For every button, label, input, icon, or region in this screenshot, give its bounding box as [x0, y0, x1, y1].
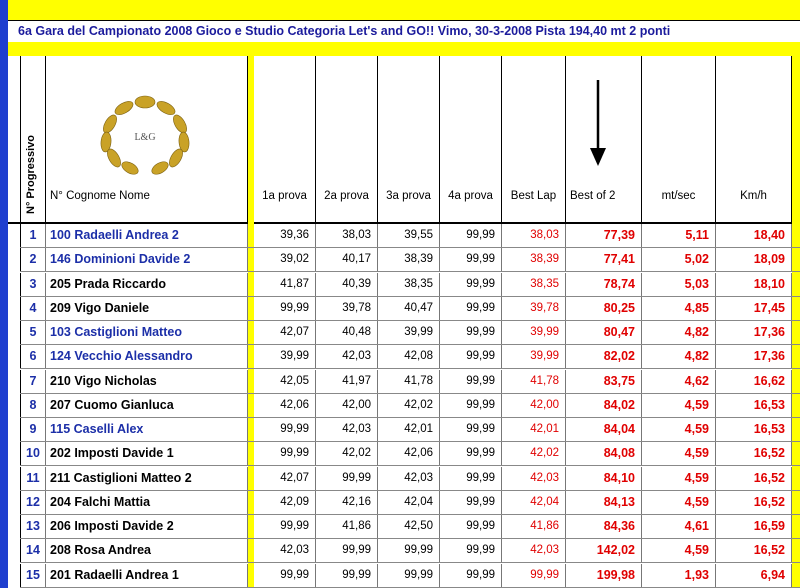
kmh-cell: 18,10: [716, 273, 792, 296]
best-of-2-cell: 84,04: [566, 418, 642, 441]
rank-cell: 12: [20, 491, 46, 514]
prova4-cell: 99,99: [440, 248, 502, 271]
prova1-cell: 39,99: [254, 345, 316, 368]
best-lap-cell: 39,78: [502, 297, 566, 320]
prova3-cell: 99,99: [378, 539, 440, 562]
prova4-label: 4a prova: [448, 190, 493, 202]
best-lap-cell: 42,00: [502, 394, 566, 417]
table-row: [20, 539, 800, 563]
prova1-label: 1a prova: [262, 190, 307, 202]
prova1-cell: 99,99: [254, 564, 316, 587]
prova4-cell: 99,99: [440, 442, 502, 465]
kmh-cell: 16,53: [716, 418, 792, 441]
best-of-2-cell: 84,10: [566, 467, 642, 490]
table-row: [20, 224, 800, 248]
table-row: [20, 370, 800, 394]
rank-cell: 14: [20, 539, 46, 562]
prova1-cell: 39,36: [254, 224, 316, 247]
rank-cell: 6: [20, 345, 46, 368]
prova4-cell: 99,99: [440, 491, 502, 514]
prova1-cell: 41,87: [254, 273, 316, 296]
header-best-lap: [502, 56, 566, 224]
prova2-cell: 99,99: [316, 564, 378, 587]
prova4-cell: 99,99: [440, 564, 502, 587]
prova4-cell: 99,99: [440, 224, 502, 247]
mt-sec-cell: 4,62: [642, 370, 716, 393]
prova1-cell: 42,07: [254, 467, 316, 490]
best-of-2-cell: 84,08: [566, 442, 642, 465]
best-of-2-cell: 84,02: [566, 394, 642, 417]
header-prova1: [254, 56, 316, 224]
best-of-2-label: Best of 2: [570, 190, 616, 202]
best-of-2-cell: 84,13: [566, 491, 642, 514]
kmh-cell: 16,52: [716, 491, 792, 514]
prova1-cell: 42,03: [254, 539, 316, 562]
prova4-cell: 99,99: [440, 515, 502, 538]
prova2-cell: 42,03: [316, 345, 378, 368]
title-yellow-strip: [8, 42, 800, 56]
table-row: [20, 491, 800, 515]
prova2-cell: 41,97: [316, 370, 378, 393]
header-mt-sec: [642, 56, 716, 224]
rank-cell: 5: [20, 321, 46, 344]
kmh-label: Km/h: [740, 190, 767, 202]
kmh-cell: 16,52: [716, 442, 792, 465]
header-progressivo: [20, 56, 46, 224]
kmh-cell: 18,40: [716, 224, 792, 247]
prova4-cell: 99,99: [440, 539, 502, 562]
prova3-cell: 99,99: [378, 564, 440, 587]
prova1-cell: 42,09: [254, 491, 316, 514]
prova3-cell: 42,06: [378, 442, 440, 465]
prova4-cell: 99,99: [440, 418, 502, 441]
prova4-cell: 99,99: [440, 467, 502, 490]
prova4-cell: 99,99: [440, 394, 502, 417]
table-row: [20, 297, 800, 321]
kmh-cell: 16,53: [716, 394, 792, 417]
mt-sec-cell: 1,93: [642, 564, 716, 587]
driver-name-cell: 210 Vigo Nicholas: [46, 370, 248, 393]
mt-sec-cell: 4,59: [642, 467, 716, 490]
prova4-cell: 99,99: [440, 321, 502, 344]
driver-name-cell: 100 Radaelli Andrea 2: [46, 224, 248, 247]
driver-name-cell: 201 Radaelli Andrea 1: [46, 564, 248, 587]
kmh-cell: 18,09: [716, 248, 792, 271]
best-lap-cell: 41,78: [502, 370, 566, 393]
best-lap-cell: 99,99: [502, 564, 566, 587]
driver-name-cell: 206 Imposti Davide 2: [46, 515, 248, 538]
best-lap-cell: 42,01: [502, 418, 566, 441]
best-of-2-cell: 78,74: [566, 273, 642, 296]
kmh-cell: 17,45: [716, 297, 792, 320]
mt-sec-cell: 4,85: [642, 297, 716, 320]
mt-sec-cell: 4,59: [642, 394, 716, 417]
kmh-cell: 17,36: [716, 321, 792, 344]
best-of-2-cell: 199,98: [566, 564, 642, 587]
sheet-title: 6a Gara del Campionato 2008 Gioco e Studio Categoria Let's and GO!! Vimo, 30-3-2008 Pista 194,40 mt 2 ponti: [18, 24, 671, 38]
best-lap-cell: 39,99: [502, 345, 566, 368]
header-left-gap: [8, 56, 20, 224]
driver-name-cell: 115 Caselli Alex: [46, 418, 248, 441]
rank-cell: 10: [20, 442, 46, 465]
prova3-label: 3a prova: [386, 190, 431, 202]
prova1-cell: 39,02: [254, 248, 316, 271]
best-lap-cell: 41,86: [502, 515, 566, 538]
prova3-cell: 42,01: [378, 418, 440, 441]
prova2-cell: 99,99: [316, 539, 378, 562]
table-row: [20, 394, 800, 418]
progressivo-label: N° Progressivo: [25, 135, 37, 214]
prova3-cell: 39,55: [378, 224, 440, 247]
prova3-cell: 40,47: [378, 297, 440, 320]
header-best-of-2: [566, 56, 642, 224]
mt-sec-cell: 4,61: [642, 515, 716, 538]
prova3-cell: 42,04: [378, 491, 440, 514]
driver-name-cell: 202 Imposti Davide 1: [46, 442, 248, 465]
kmh-cell: 16,62: [716, 370, 792, 393]
driver-name-cell: 103 Castiglioni Matteo: [46, 321, 248, 344]
mt-sec-cell: 4,82: [642, 321, 716, 344]
best-lap-cell: 39,99: [502, 321, 566, 344]
prova2-cell: 99,99: [316, 467, 378, 490]
prova3-cell: 39,99: [378, 321, 440, 344]
prova1-cell: 42,05: [254, 370, 316, 393]
prova4-cell: 99,99: [440, 345, 502, 368]
prova1-cell: 99,99: [254, 442, 316, 465]
table-row: [20, 442, 800, 466]
prova4-cell: 99,99: [440, 297, 502, 320]
prova3-cell: 42,50: [378, 515, 440, 538]
prova2-cell: 40,17: [316, 248, 378, 271]
prova2-cell: 40,39: [316, 273, 378, 296]
prova1-cell: 99,99: [254, 297, 316, 320]
best-of-2-cell: 142,02: [566, 539, 642, 562]
header-prova2: [316, 56, 378, 224]
driver-name-cell: 204 Falchi Mattia: [46, 491, 248, 514]
driver-name-cell: 146 Dominioni Davide 2: [46, 248, 248, 271]
best-of-2-cell: 82,02: [566, 345, 642, 368]
logo-text: L&G: [134, 132, 156, 143]
rank-cell: 15: [20, 564, 46, 587]
best-of-2-cell: 77,41: [566, 248, 642, 271]
table-row: [20, 321, 800, 345]
rank-cell: 7: [20, 370, 46, 393]
mt-sec-cell: 5,11: [642, 224, 716, 247]
prova2-cell: 42,03: [316, 418, 378, 441]
kmh-cell: 16,59: [716, 515, 792, 538]
mt-sec-cell: 5,03: [642, 273, 716, 296]
mt-sec-cell: 4,59: [642, 539, 716, 562]
rank-cell: 8: [20, 394, 46, 417]
prova2-cell: 40,48: [316, 321, 378, 344]
left-blue-bar: [0, 0, 8, 588]
rank-cell: 1: [20, 224, 46, 247]
prova2-cell: 38,03: [316, 224, 378, 247]
driver-name-cell: 211 Castiglioni Matteo 2: [46, 467, 248, 490]
best-lap-cell: 42,02: [502, 442, 566, 465]
best-of-2-cell: 84,36: [566, 515, 642, 538]
best-lap-cell: 38,39: [502, 248, 566, 271]
best-lap-cell: 42,04: [502, 491, 566, 514]
prova3-cell: 38,39: [378, 248, 440, 271]
table-row: [20, 248, 800, 272]
kmh-cell: 17,36: [716, 345, 792, 368]
prova2-cell: 41,86: [316, 515, 378, 538]
best-of-2-cell: 80,25: [566, 297, 642, 320]
table-row: [20, 515, 800, 539]
rank-cell: 13: [20, 515, 46, 538]
mt-sec-cell: 4,59: [642, 418, 716, 441]
best-lap-label: Best Lap: [510, 190, 557, 202]
driver-name-cell: 209 Vigo Daniele: [46, 297, 248, 320]
kmh-cell: 16,52: [716, 539, 792, 562]
prova1-cell: 99,99: [254, 418, 316, 441]
prova3-cell: 38,35: [378, 273, 440, 296]
table-row: [20, 273, 800, 297]
best-lap-cell: 38,35: [502, 273, 566, 296]
rank-cell: 4: [20, 297, 46, 320]
mt-sec-label: mt/sec: [661, 190, 696, 202]
top-yellow-band: [8, 0, 800, 20]
prova2-cell: 39,78: [316, 297, 378, 320]
name-header-label: N° Cognome Nome: [50, 190, 150, 202]
best-lap-cell: 42,03: [502, 467, 566, 490]
best-of-2-cell: 83,75: [566, 370, 642, 393]
table-row: [20, 564, 800, 588]
best-of-2-cell: 77,39: [566, 224, 642, 247]
header-prova3: [378, 56, 440, 224]
driver-name-cell: 205 Prada Riccardo: [46, 273, 248, 296]
prova2-label: 2a prova: [324, 190, 369, 202]
prova1-cell: 99,99: [254, 515, 316, 538]
rank-cell: 9: [20, 418, 46, 441]
mt-sec-cell: 5,02: [642, 248, 716, 271]
kmh-cell: 6,94: [716, 564, 792, 587]
rank-cell: 2: [20, 248, 46, 271]
prova2-cell: 42,16: [316, 491, 378, 514]
laurel-wreath-logo: [90, 90, 200, 180]
prova4-cell: 99,99: [440, 370, 502, 393]
driver-name-cell: 207 Cuomo Gianluca: [46, 394, 248, 417]
header-kmh: [716, 56, 792, 224]
mt-sec-cell: 4,59: [642, 442, 716, 465]
header-prova4: [440, 56, 502, 224]
prova2-cell: 42,02: [316, 442, 378, 465]
header-name: [46, 56, 248, 224]
best-lap-cell: 42,03: [502, 539, 566, 562]
mt-sec-cell: 4,82: [642, 345, 716, 368]
rank-cell: 11: [20, 467, 46, 490]
prova3-cell: 42,08: [378, 345, 440, 368]
prova1-cell: 42,06: [254, 394, 316, 417]
best-of-2-cell: 80,47: [566, 321, 642, 344]
rank-cell: 3: [20, 273, 46, 296]
prova2-cell: 42,00: [316, 394, 378, 417]
table-row: [20, 418, 800, 442]
prova3-cell: 42,02: [378, 394, 440, 417]
prova3-cell: 41,78: [378, 370, 440, 393]
prova1-cell: 42,07: [254, 321, 316, 344]
best-lap-cell: 38,03: [502, 224, 566, 247]
table-row: [20, 467, 800, 491]
down-arrow-icon: [588, 80, 608, 170]
kmh-cell: 16,52: [716, 467, 792, 490]
mt-sec-cell: 4,59: [642, 491, 716, 514]
table-row: [20, 345, 800, 369]
driver-name-cell: 124 Vecchio Alessandro: [46, 345, 248, 368]
prova3-cell: 42,03: [378, 467, 440, 490]
prova4-cell: 99,99: [440, 273, 502, 296]
driver-name-cell: 208 Rosa Andrea: [46, 539, 248, 562]
